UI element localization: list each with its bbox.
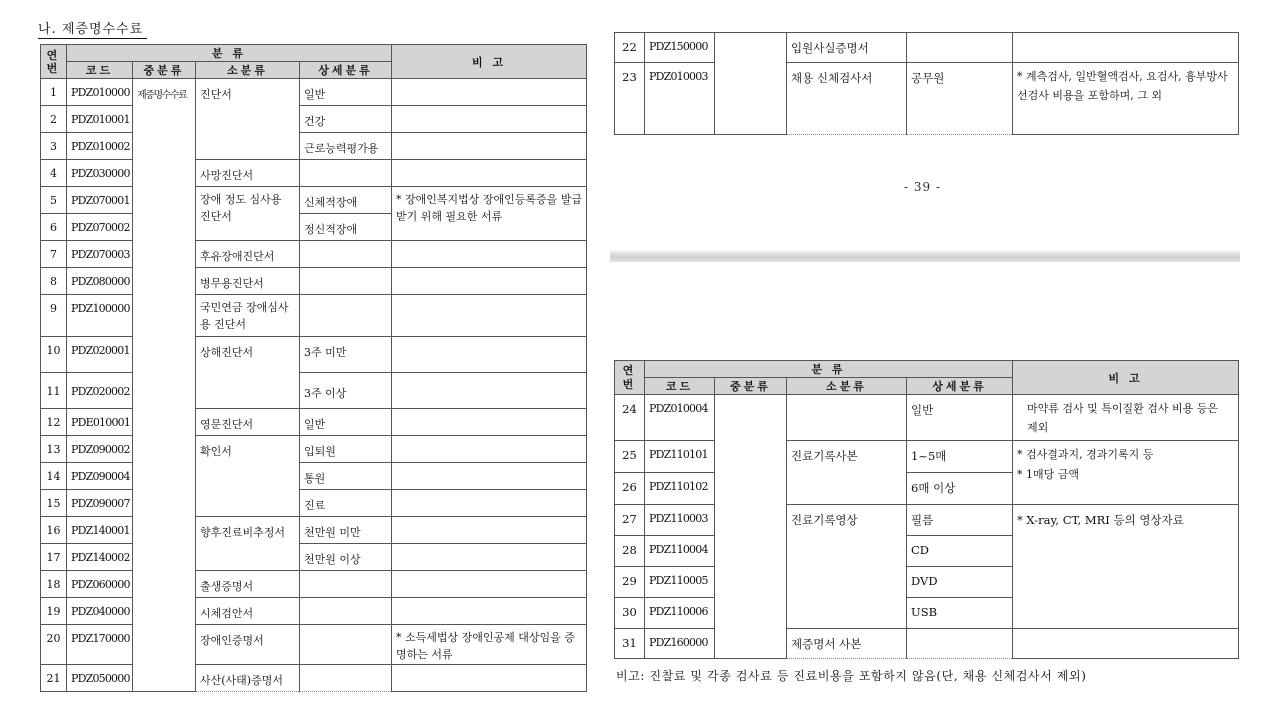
table-cell: 30 (615, 598, 645, 629)
table-cell (392, 598, 587, 625)
table-cell: CD (907, 536, 1013, 567)
table-cell (1013, 33, 1239, 63)
table-cell: 1 (41, 79, 67, 106)
mid-category-cell: 제증명수수료 (133, 79, 196, 692)
table-cell (392, 517, 587, 544)
table-cell: 필름 (907, 505, 1013, 536)
table-cell (392, 463, 587, 490)
table-cell (300, 625, 392, 665)
table-cell: 23 (615, 63, 645, 135)
table-cell: USB (907, 598, 1013, 629)
sub-header: 소분류 (787, 378, 907, 395)
table-row (41, 295, 587, 337)
table-row (41, 665, 587, 692)
table-row (41, 598, 587, 625)
table-cell (300, 160, 392, 187)
table-cell: PDZ170000 (67, 625, 133, 665)
table-cell: 11 (41, 373, 67, 409)
table-cell (1013, 629, 1239, 659)
table-cell (300, 295, 392, 337)
table-cell: 2 (41, 106, 67, 133)
table-cell: 7 (41, 241, 67, 268)
remark-disability-deduction: * 소득세법상 장애인공제 대상임을 증명하는 서류 (392, 625, 587, 665)
detail-header: 상세분류 (300, 62, 392, 79)
table-cell (392, 160, 587, 187)
table-cell: 후유장애진단서 (196, 241, 300, 268)
table-row (41, 187, 587, 214)
table-cell: 3주 미만 (300, 337, 392, 373)
footer-note: 비고: 진찰료 및 각종 검사료 등 진료비용을 포함하지 않음(단, 채용 신체검사서 제외) (616, 669, 1087, 683)
table-cell: 일반 (300, 409, 392, 436)
mid-header: 중분류 (133, 62, 196, 79)
table-cell: PDZ110006 (645, 598, 715, 629)
table-cell: 영문진단서 (196, 409, 300, 436)
table-row (41, 571, 587, 598)
table-cell: 진단서 (196, 79, 300, 160)
table-cell (715, 33, 787, 135)
table-cell: 국민연금 장애심사용 진단서 (196, 295, 300, 337)
table-cell: 16 (41, 517, 67, 544)
table-cell: PDZ040000 (67, 598, 133, 625)
table-cell: 18 (41, 571, 67, 598)
table-row (41, 625, 587, 665)
table-cell: 장애 정도 심사용 진단서 (196, 187, 300, 241)
table-cell: PDZ010001 (67, 106, 133, 133)
table-cell: 22 (615, 33, 645, 63)
remark-imaging: * X-ray, CT, MRI 등의 영상자료 (1013, 505, 1239, 629)
table-cell: 15 (41, 490, 67, 517)
table-cell: 6 (41, 214, 67, 241)
code-header: 코드 (67, 62, 133, 79)
table-cell (392, 373, 587, 409)
table-cell: 일반 (907, 395, 1013, 441)
table-cell (300, 241, 392, 268)
bottom-right-fee-table (614, 360, 1239, 659)
top-right-fee-table (614, 32, 1239, 135)
table-row (41, 160, 587, 187)
table-cell (392, 544, 587, 571)
table-cell (715, 395, 787, 659)
table-row (41, 268, 587, 295)
page-divider (610, 250, 1240, 262)
table-row (41, 79, 587, 106)
table-row (41, 106, 587, 133)
table-cell (392, 337, 587, 373)
table-cell (907, 33, 1013, 63)
table-cell: PDZ110101 (645, 441, 715, 473)
table-cell: 3 (41, 133, 67, 160)
table-cell: 통원 (300, 463, 392, 490)
table-cell: 진료기록사본 (787, 441, 907, 505)
table-cell: 건강 (300, 106, 392, 133)
table-cell: PDZ140002 (67, 544, 133, 571)
table-cell: 정신적장애 (300, 214, 392, 241)
table-cell (392, 79, 587, 106)
table-cell: 9 (41, 295, 67, 337)
table-row (41, 436, 587, 463)
table-cell: 8 (41, 268, 67, 295)
table-cell: 14 (41, 463, 67, 490)
table-cell: PDZ070002 (67, 214, 133, 241)
table-cell: 출생증명서 (196, 571, 300, 598)
table-cell: PDZ100000 (67, 295, 133, 337)
table-cell: 입퇴원 (300, 436, 392, 463)
table-cell: 5 (41, 187, 67, 214)
table-cell: 장애인증명서 (196, 625, 300, 665)
table-cell (392, 295, 587, 337)
table-cell: 13 (41, 436, 67, 463)
section-title: 나. 제증명수수료 (38, 18, 147, 39)
table-cell: 신체적장애 (300, 187, 392, 214)
table-cell (300, 665, 392, 692)
table-cell (392, 490, 587, 517)
seq-header: 연 번 (41, 45, 67, 79)
table-row (41, 490, 587, 517)
table-cell (392, 268, 587, 295)
table-cell (392, 436, 587, 463)
remark-header: 비 고 (1013, 361, 1239, 395)
table-cell: 6매 이상 (907, 473, 1013, 505)
detail-header: 상세분류 (907, 378, 1013, 395)
table-cell: PDZ050000 (67, 665, 133, 692)
table-cell: PDZ070001 (67, 187, 133, 214)
code-header: 코드 (645, 378, 715, 395)
table-cell (392, 571, 587, 598)
table-cell (907, 629, 1013, 659)
remark-header: 비 고 (392, 45, 587, 79)
table-cell: 사산(사태)증명서 (196, 665, 300, 692)
page-number: - 39 - (904, 180, 942, 194)
table-cell (392, 133, 587, 160)
left-fee-table (40, 44, 587, 692)
table-cell: PDZ140001 (67, 517, 133, 544)
table-cell (300, 268, 392, 295)
table-row (615, 441, 1239, 473)
table-cell (300, 571, 392, 598)
table-cell: 10 (41, 337, 67, 373)
table-cell: 천만원 이상 (300, 544, 392, 571)
table-row (615, 395, 1239, 441)
table-cell: PDZ110102 (645, 473, 715, 505)
table-cell: 일반 (300, 79, 392, 106)
table-row (41, 463, 587, 490)
table-cell: 공무원 (907, 63, 1013, 135)
table-cell: 21 (41, 665, 67, 692)
sub-header: 소분류 (196, 62, 300, 79)
table-cell: PDZ150000 (645, 33, 715, 63)
table-cell: PDZ010003 (645, 63, 715, 135)
remark-record-copy: * 검사결과지, 경과기록지 등 * 1매당 금액 (1013, 441, 1239, 505)
table-cell: 상해진단서 (196, 337, 300, 409)
table-cell: 29 (615, 567, 645, 598)
table-cell: PDZ080000 (67, 268, 133, 295)
table-cell: PDZ070003 (67, 241, 133, 268)
table-cell: PDZ090004 (67, 463, 133, 490)
table-cell: 12 (41, 409, 67, 436)
category-header: 분 류 (645, 361, 1013, 378)
table-cell: 근로능력평가용 (300, 133, 392, 160)
table-cell (392, 241, 587, 268)
table-cell: 시체검안서 (196, 598, 300, 625)
table-cell: 입원사실증명서 (787, 33, 907, 63)
table-cell: 사망진단서 (196, 160, 300, 187)
table-cell (787, 395, 907, 441)
table-cell: 제증명서 사본 (787, 629, 907, 659)
table-cell: 3주 이상 (300, 373, 392, 409)
table-row (41, 409, 587, 436)
table-cell: 진료 (300, 490, 392, 517)
table-cell (392, 106, 587, 133)
table-cell: PDZ020001 (67, 337, 133, 373)
table-cell: 26 (615, 473, 645, 505)
table-cell (392, 409, 587, 436)
table-cell: PDZ160000 (645, 629, 715, 659)
table-row (41, 373, 587, 409)
table-cell: 28 (615, 536, 645, 567)
table-cell: PDZ090007 (67, 490, 133, 517)
table-cell: PDZ060000 (67, 571, 133, 598)
table-cell: 19 (41, 598, 67, 625)
table-cell: 20 (41, 625, 67, 665)
table-cell: PDZ010004 (645, 395, 715, 441)
table-row (41, 517, 587, 544)
table-cell: 4 (41, 160, 67, 187)
table-cell: 확인서 (196, 436, 300, 517)
table-cell: 향후진료비추정서 (196, 517, 300, 571)
category-header: 분 류 (67, 45, 392, 62)
table-cell: PDZ020002 (67, 373, 133, 409)
table-cell: PDZ010002 (67, 133, 133, 160)
table-cell: 1~5매 (907, 441, 1013, 473)
remark-drug-test: 마약류 검사 및 특이질환 검사 비용 등은 제외 (1013, 395, 1239, 441)
table-cell: 25 (615, 441, 645, 473)
table-cell: 진료기록영상 (787, 505, 907, 629)
remark-employment-exam: * 계측검사, 일반혈액검사, 요검사, 흉부방사선검사 비용을 포함하며, 그 외 (1013, 63, 1239, 135)
table-row (41, 544, 587, 571)
table-row (41, 133, 587, 160)
table-cell: PDZ090002 (67, 436, 133, 463)
table-cell (300, 598, 392, 625)
table-cell: PDZ110005 (645, 567, 715, 598)
table-row (615, 63, 1239, 135)
table-cell: PDZ010000 (67, 79, 133, 106)
seq-header: 연 번 (615, 361, 645, 395)
table-row (615, 505, 1239, 536)
remark-disability-registration: * 장애인복지법상 장애인등록증을 발급받기 위해 필요한 서류 (392, 187, 587, 241)
table-cell (392, 665, 587, 692)
table-row (615, 629, 1239, 659)
table-cell: 24 (615, 395, 645, 441)
table-cell: PDZ110004 (645, 536, 715, 567)
table-cell: PDZ110003 (645, 505, 715, 536)
table-cell: 병무용진단서 (196, 268, 300, 295)
table-cell: 27 (615, 505, 645, 536)
table-cell: 천만원 미만 (300, 517, 392, 544)
table-row (615, 33, 1239, 63)
table-cell: PDE010001 (67, 409, 133, 436)
table-cell: PDZ030000 (67, 160, 133, 187)
table-row (41, 337, 587, 373)
table-cell: 31 (615, 629, 645, 659)
table-cell: 17 (41, 544, 67, 571)
table-cell: DVD (907, 567, 1013, 598)
table-row (41, 241, 587, 268)
mid-header: 중분류 (715, 378, 787, 395)
table-cell: 채용 신체검사서 (787, 63, 907, 135)
